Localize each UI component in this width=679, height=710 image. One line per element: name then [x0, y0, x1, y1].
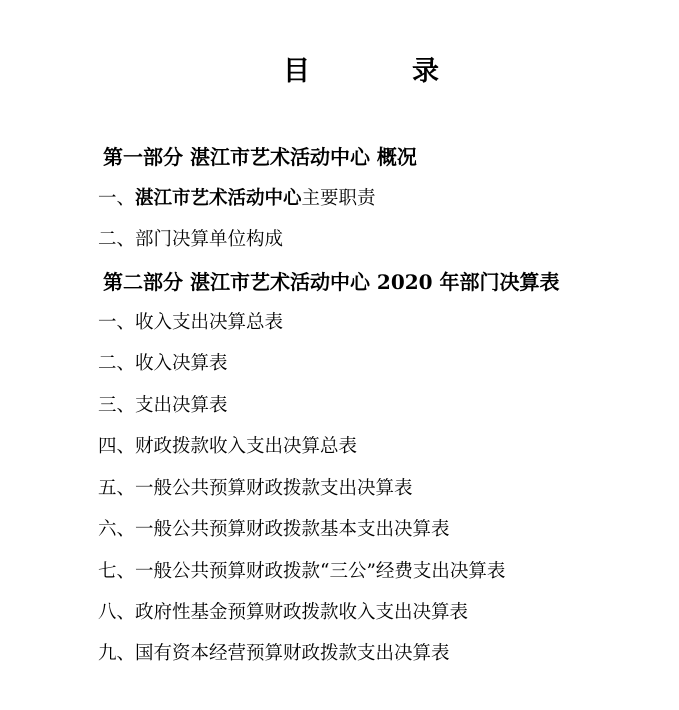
toc-item-part2-7[interactable]: 七、一般公共预算财政拨款“三公”经费支出决算表: [98, 561, 506, 582]
toc-title: [0, 52, 679, 92]
part2-heading[interactable]: 第二部分 湛江市艺术活动中心 2020 年部门决算表: [103, 270, 560, 294]
toc-item-part1-2[interactable]: 二、部门决算单位构成: [98, 229, 284, 250]
toc-item-part2-3[interactable]: 三、支出决算表: [98, 395, 228, 416]
toc-item-part2-4[interactable]: 四、财政拨款收入支出决算总表: [98, 436, 358, 457]
toc-item-text: 主要职责: [301, 188, 376, 209]
toc-item-part2-8[interactable]: 八、政府性基金预算财政拨款收入支出决算表: [98, 602, 469, 623]
toc-title-char-1: 目: [283, 56, 310, 87]
toc-title-char-2: 录: [412, 56, 439, 87]
part1-heading[interactable]: 第一部分 湛江市艺术活动中心 概况: [103, 145, 417, 169]
toc-item-part2-5[interactable]: 五、一般公共预算财政拨款支出决算表: [98, 478, 413, 499]
toc-item-bold-name: 湛江市艺术活动中心: [135, 188, 302, 209]
toc-item-part2-6[interactable]: 六、一般公共预算财政拨款基本支出决算表: [98, 519, 450, 540]
toc-item-part1-1[interactable]: [98, 185, 376, 213]
toc-item-prefix: 一、: [98, 188, 136, 209]
toc-item-part2-1[interactable]: 一、收入支出决算总表: [98, 312, 284, 333]
toc-item-part2-2[interactable]: 二、收入决算表: [98, 353, 228, 374]
toc-item-part2-9[interactable]: 九、国有资本经营预算财政拨款支出决算表: [98, 643, 450, 664]
